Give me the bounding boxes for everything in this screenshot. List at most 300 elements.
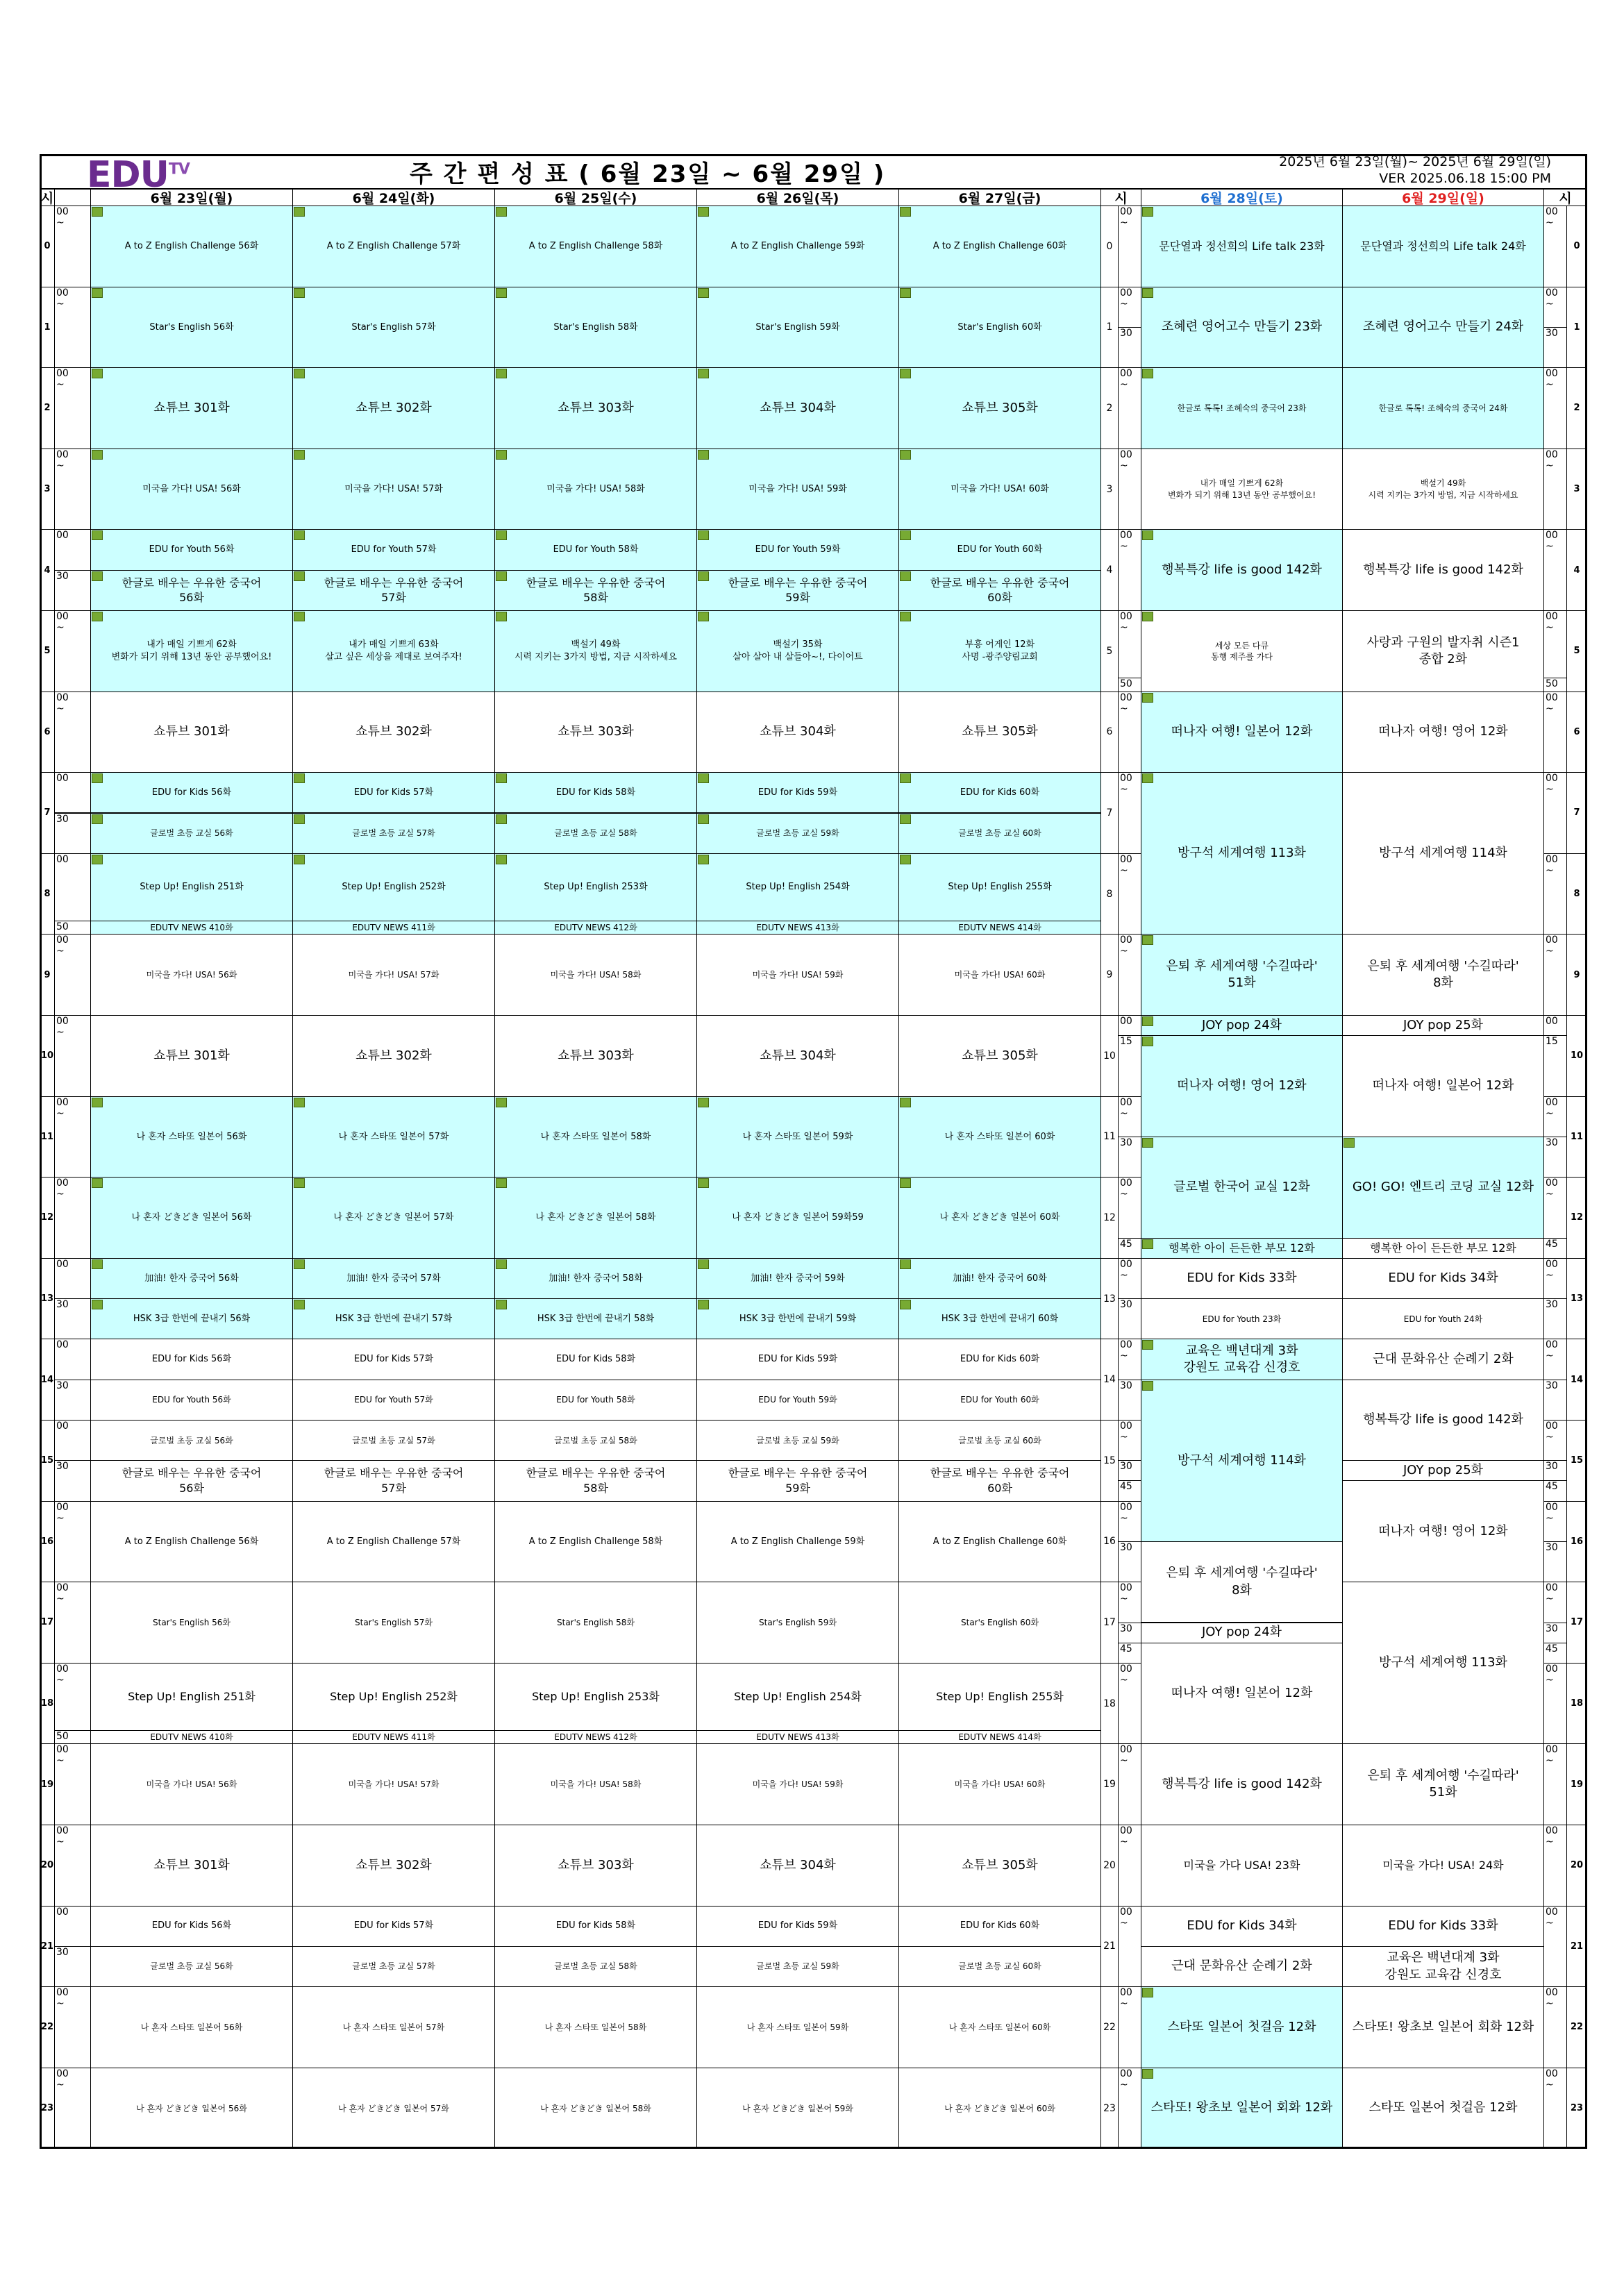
program-title: 행복특강 life is good 142화 <box>1363 1412 1523 1427</box>
weekend-time-mark-right <box>1546 287 1558 310</box>
program-cell <box>898 1177 1101 1259</box>
program-title: 한글로 배우는 우유한 중국어 56화 <box>122 1466 262 1495</box>
program-title: 쇼튜브 305화 <box>962 400 1038 415</box>
hour-text: 11 <box>1570 1131 1584 1142</box>
hour-col-header-mid <box>1100 189 1141 206</box>
program-marker-icon <box>496 1259 507 1269</box>
program-marker-icon <box>92 612 103 621</box>
hour-label-right <box>1566 934 1587 1016</box>
saturday-program-cell <box>1141 1015 1343 1036</box>
time-text: 00 <box>56 287 69 299</box>
program-title: A to Z English Challenge 60화 <box>932 1536 1067 1547</box>
day-header-text: 6월 26일(목) <box>756 191 839 206</box>
program-cell <box>292 2068 495 2150</box>
program-title: 쇼튜브 301화 <box>153 400 230 415</box>
time-text: 00 <box>1546 1987 1558 1999</box>
program-cell <box>90 692 293 773</box>
program-cell <box>292 1298 495 1339</box>
hour-label-mid <box>1100 529 1119 611</box>
program-cell <box>696 1906 899 1947</box>
hour-label-mid <box>1100 1501 1119 1583</box>
program-title: EDU for Kids 33화 <box>1187 1271 1297 1286</box>
weekend-time-mark-right <box>1546 328 1558 339</box>
hour-label-mid <box>1100 2068 1119 2150</box>
tilde: ~ <box>1546 1917 1554 1929</box>
time-text: 00 <box>56 530 69 542</box>
program-title: 행복특강 life is good 142화 <box>1363 562 1523 578</box>
program-cell <box>292 1906 495 1947</box>
program-cell <box>292 1096 495 1178</box>
program-title: EDU for Youth 59화 <box>758 1395 837 1405</box>
tilde: ~ <box>1546 622 1554 633</box>
hour-label-left <box>40 1258 55 1340</box>
program-cell <box>90 1825 293 1907</box>
saturday-program-cell <box>1141 772 1343 935</box>
tilde: ~ <box>1546 1512 1554 1524</box>
weekend-time-mark-right <box>1546 678 1558 689</box>
hour-text: 17 <box>1103 1616 1116 1628</box>
program-title: 글로벌 초등 교실 59화 <box>756 1961 839 1972</box>
weekday-time-mark <box>56 1339 69 1350</box>
program-title: Star's English 60화 <box>961 1617 1039 1627</box>
program-marker-icon <box>1142 935 1153 945</box>
day-header-text: 6월 25일(수) <box>554 191 637 206</box>
weekend-time-mark-right <box>1546 1178 1558 1200</box>
day-header-1 <box>292 189 495 206</box>
program-title: 글로벌 초등 교실 56화 <box>150 1961 233 1972</box>
weekend-time-mark <box>1120 287 1132 310</box>
program-cell <box>90 813 293 854</box>
hour-col-header <box>40 189 55 206</box>
program-cell <box>90 772 293 813</box>
weekend-time-mark <box>1120 692 1132 714</box>
program-title: A to Z English Challenge 57화 <box>326 1536 461 1547</box>
program-title: Star's English 57화 <box>355 1617 433 1627</box>
program-title: 조혜련 영어고수 만들기 24화 <box>1362 319 1524 335</box>
weekend-time-mark-right <box>1546 1339 1558 1361</box>
program-cell <box>696 1460 899 1501</box>
program-cell <box>898 1946 1101 1987</box>
program-title: A to Z English Challenge 59화 <box>730 241 865 252</box>
time-text: 00 <box>1120 368 1132 380</box>
sunday-program-cell <box>1342 1986 1544 2068</box>
program-title: Star's English 56화 <box>153 1617 231 1627</box>
hour-label-left <box>40 529 55 611</box>
weekend-time-mark-right <box>1546 530 1558 552</box>
program-cell <box>494 1380 697 1421</box>
hour-label-left <box>40 1177 55 1259</box>
hour-text: 15 <box>40 1455 54 1466</box>
program-title: 미국을 가다! USA! 56화 <box>146 970 237 980</box>
tilde: ~ <box>1120 1432 1128 1443</box>
weekend-time-mark-right <box>1546 2068 1558 2090</box>
program-title: 미국을 가다! USA! 24화 <box>1382 1859 1504 1872</box>
weekend-time-mark <box>1120 678 1132 689</box>
program-title: 백설기 35화 살아 살아 내 살들아~!, 다이어트 <box>733 639 863 662</box>
tilde: ~ <box>1546 784 1554 796</box>
program-cell <box>898 772 1101 813</box>
weekend-time-mark <box>1120 1339 1132 1361</box>
program-title: 쇼튜브 303화 <box>558 724 634 739</box>
program-cell <box>898 1501 1101 1583</box>
program-cell <box>898 610 1101 692</box>
time-text: 00 <box>1120 449 1132 460</box>
program-cell <box>292 813 495 854</box>
hour-label-mid <box>1100 1986 1119 2068</box>
tilde: ~ <box>56 1998 65 2010</box>
hour-header-text: 시 <box>1114 191 1128 206</box>
tilde: ~ <box>1546 1350 1554 1362</box>
hour-text: 22 <box>1103 2021 1116 2033</box>
program-cell <box>494 610 697 692</box>
program-marker-icon <box>900 1300 911 1309</box>
weekend-time-mark <box>1120 1643 1132 1654</box>
program-title: 떠나자 여행! 일본어 12화 <box>1372 1078 1514 1093</box>
hour-text: 11 <box>40 1131 54 1142</box>
program-cell <box>494 1743 697 1825</box>
time-text: 30 <box>1120 1541 1132 1553</box>
hour-text: 22 <box>1570 2022 1584 2033</box>
sunday-program-cell <box>1342 367 1544 449</box>
tilde: ~ <box>1546 2079 1554 2090</box>
time-text: 00 <box>56 1016 69 1027</box>
time-text: 30 <box>1546 1137 1558 1148</box>
program-title: EDUTV NEWS 414화 <box>958 1732 1041 1742</box>
program-title: 글로벌 초등 교실 58화 <box>554 1435 637 1446</box>
program-cell <box>696 1946 899 1987</box>
tilde: ~ <box>1546 298 1554 310</box>
weekday-time-mark <box>56 935 69 957</box>
time-text: 00 <box>56 692 69 703</box>
program-marker-icon <box>92 1178 103 1188</box>
weekend-time-mark-right <box>1546 368 1558 390</box>
weekend-time-mark-right <box>1546 1421 1558 1443</box>
program-title: 한글로 배우는 우유한 중국어 57화 <box>324 576 464 605</box>
program-title: Step Up! English 252화 <box>330 1689 458 1703</box>
weekend-time-mark-right <box>1546 1542 1558 1553</box>
weekend-time-mark <box>1120 328 1132 339</box>
program-title: 글로벌 초등 교실 58화 <box>554 828 637 839</box>
weekend-time-mark-right <box>1546 854 1558 876</box>
sunday-program-cell <box>1342 1743 1544 1825</box>
time-text: 00 <box>56 1663 69 1675</box>
weekend-time-cell <box>1118 1015 1141 1097</box>
tilde: ~ <box>56 1189 65 1200</box>
program-title: EDU for Kids 58화 <box>555 787 636 798</box>
saturday-program-cell <box>1141 1380 1343 1542</box>
hour-text: 4 <box>1573 564 1580 576</box>
hour-text: 6 <box>1106 726 1113 738</box>
weekday-time-mark <box>56 571 69 582</box>
program-marker-icon <box>496 369 507 378</box>
hour-text: 16 <box>40 1536 54 1547</box>
program-title: A to Z English Challenge 58화 <box>528 241 663 252</box>
program-title: Step Up! English 254화 <box>746 881 850 892</box>
time-text: 00 <box>56 1744 69 1756</box>
hour-text: 19 <box>1103 1779 1116 1791</box>
time-text: 00 <box>1546 1096 1558 1108</box>
program-marker-icon <box>92 1098 103 1107</box>
time-text: 30 <box>1546 1623 1558 1634</box>
hour-label-mid <box>1100 1663 1119 1745</box>
program-title: 쇼튜브 305화 <box>962 1048 1038 1063</box>
program-marker-icon <box>294 773 305 783</box>
program-title: Star's English 57화 <box>351 321 436 333</box>
time-text: 00 <box>1546 368 1558 380</box>
weekday-time-mark <box>56 1907 69 1918</box>
program-title: Step Up! English 253화 <box>532 1689 660 1703</box>
program-cell <box>696 1825 899 1907</box>
program-cell <box>898 1730 1101 1745</box>
hour-label-left <box>40 1582 55 1664</box>
program-title: 글로벌 초등 교실 57화 <box>352 1961 435 1972</box>
hour-text: 11 <box>1103 1131 1116 1143</box>
hour-text: 1 <box>44 321 51 333</box>
program-marker-icon <box>1142 612 1153 621</box>
saturday-program-cell <box>1141 692 1343 773</box>
hour-label-left <box>40 206 55 287</box>
program-title: 사랑과 구원의 발자취 시즌1 종합 2화 <box>1366 635 1520 667</box>
program-cell <box>696 570 899 611</box>
tilde: ~ <box>56 946 65 957</box>
time-text: 00 <box>1546 2068 1558 2079</box>
weekend-time-mark-right <box>1546 449 1558 471</box>
tilde: ~ <box>1120 460 1128 471</box>
program-title: 한글로 배우는 우유한 중국어 58화 <box>526 1466 666 1495</box>
program-cell <box>696 1380 899 1421</box>
saturday-program-cell <box>1141 934 1343 1016</box>
program-title: EDU for Kids 33화 <box>1388 1918 1498 1934</box>
saturday-program-cell <box>1141 1946 1343 1987</box>
program-title: EDU for Kids 57화 <box>353 1354 434 1365</box>
program-cell <box>90 1258 293 1299</box>
program-cell <box>292 1460 495 1501</box>
program-cell <box>90 287 293 369</box>
hour-label-left <box>40 1906 55 1988</box>
weekend-time-mark <box>1120 1987 1132 2009</box>
program-cell <box>292 1986 495 2068</box>
tilde: ~ <box>1120 298 1128 310</box>
program-title: 떠나자 여행! 일본어 12화 <box>1171 724 1313 739</box>
program-title: 내가 매일 기쁘게 62화 변화가 되기 위해 13년 동안 공부했어요! <box>111 639 272 662</box>
tilde: ~ <box>1120 1755 1128 1767</box>
program-title: EDU for Kids 56화 <box>151 787 232 798</box>
hour-label-right <box>1566 529 1587 611</box>
weekend-time-mark <box>1120 1623 1132 1634</box>
program-title: 쇼튜브 302화 <box>355 724 432 739</box>
time-text: 00 <box>1546 1906 1558 1918</box>
program-cell <box>90 1743 293 1825</box>
weekday-time-mark <box>56 1259 69 1270</box>
program-title: 미국을 가다! USA! 56화 <box>146 1779 237 1790</box>
time-text: 30 <box>1120 1623 1132 1634</box>
sunday-program-cell <box>1342 692 1544 773</box>
time-text: 45 <box>1120 1643 1132 1654</box>
program-cell <box>898 1663 1101 1731</box>
time-text: 30 <box>56 570 69 582</box>
weekend-time-mark <box>1120 449 1132 471</box>
hour-label-mid <box>1100 1906 1119 1988</box>
weekend-time-mark <box>1120 1380 1132 1391</box>
program-marker-icon <box>900 814 911 824</box>
weekday-time-mark <box>56 2068 69 2090</box>
program-title: EDUTV NEWS 413화 <box>756 1732 839 1742</box>
program-title: 미국을 가다! USA! 58화 <box>550 970 642 980</box>
program-marker-icon <box>496 855 507 864</box>
program-marker-icon <box>92 814 103 824</box>
program-cell <box>292 1730 495 1745</box>
program-title: 나 혼자 どきどき 일본어 57화 <box>333 1212 454 1223</box>
program-title: EDUTV NEWS 411화 <box>352 922 435 932</box>
hour-text: 10 <box>40 1050 54 1062</box>
program-title: JOY pop 24화 <box>1201 1017 1282 1032</box>
program-title: Step Up! English 254화 <box>734 1689 862 1703</box>
program-marker-icon <box>900 1178 911 1188</box>
time-text: 00 <box>1120 1258 1132 1270</box>
program-title: 글로벌 초등 교실 60화 <box>958 1435 1041 1446</box>
day-header-3 <box>696 189 899 206</box>
program-cell <box>494 1258 697 1299</box>
program-cell <box>696 1096 899 1178</box>
weekend-time-mark <box>1120 1239 1132 1250</box>
program-marker-icon <box>92 855 103 864</box>
program-marker-icon <box>900 530 911 540</box>
tilde: ~ <box>1120 784 1128 796</box>
program-marker-icon <box>900 450 911 460</box>
program-cell <box>696 610 899 692</box>
tilde: ~ <box>1546 1189 1554 1200</box>
program-marker-icon <box>92 288 103 298</box>
program-marker-icon <box>294 288 305 298</box>
hour-label-left <box>40 2068 55 2150</box>
tilde: ~ <box>1120 1917 1128 1929</box>
program-title: 쇼튜브 303화 <box>558 400 634 415</box>
program-cell <box>898 287 1101 369</box>
weekday-time-mark <box>56 1825 69 1847</box>
time-text: 00 <box>1546 611 1558 622</box>
program-cell <box>494 853 697 921</box>
time-text: 00 <box>56 2068 69 2079</box>
hour-text: 14 <box>40 1374 54 1385</box>
weekend-time-mark <box>1120 1097 1132 1119</box>
weekend-time-mark <box>1120 1016 1132 1027</box>
program-cell <box>90 367 293 449</box>
time-text: 00 <box>1546 206 1558 217</box>
time-text: 00 <box>1120 1178 1132 1189</box>
saturday-program-cell <box>1141 1906 1343 1947</box>
program-title: EDU for Kids 59화 <box>757 1920 838 1932</box>
program-title: 한글로 배우는 우유한 중국어 59화 <box>728 576 868 605</box>
program-marker-icon <box>92 1259 103 1269</box>
weekday-time-mark <box>56 368 69 390</box>
logo-text: EDU <box>87 154 169 196</box>
program-title: Step Up! English 252화 <box>342 881 446 892</box>
weekend-time-mark-right <box>1546 1502 1558 1524</box>
program-cell <box>90 1501 293 1583</box>
weekend-time-mark-right <box>1546 1623 1558 1634</box>
hour-header-text: 시 <box>40 191 54 206</box>
program-marker-icon <box>900 1098 911 1107</box>
program-title: EDU for Youth 56화 <box>149 544 235 555</box>
time-text: 30 <box>56 813 69 825</box>
program-cell <box>292 1825 495 1907</box>
program-marker-icon <box>1142 1239 1153 1249</box>
program-cell <box>898 1339 1101 1380</box>
sunday-program-cell <box>1342 934 1544 1016</box>
day-header-2 <box>494 189 697 206</box>
time-text: 00 <box>56 611 69 622</box>
program-cell <box>696 853 899 921</box>
time-text: 00 <box>56 1421 69 1432</box>
program-cell <box>696 813 899 854</box>
program-cell <box>696 529 899 570</box>
weekday-time-mark <box>56 611 69 633</box>
program-cell <box>898 692 1101 773</box>
weekend-time-mark <box>1120 1502 1132 1524</box>
program-title: EDU for Youth 60화 <box>957 544 1043 555</box>
weekday-time-mark <box>56 854 69 865</box>
program-cell <box>696 1015 899 1097</box>
program-title: HSK 3급 한번에 끝내기 59화 <box>739 1313 857 1324</box>
program-marker-icon <box>1142 1138 1153 1148</box>
program-title: 나 혼자 스타또 일본어 58화 <box>540 1131 651 1142</box>
time-text: 00 <box>56 1825 69 1836</box>
program-title: 미국을 가다! USA! 60화 <box>954 970 1046 980</box>
tilde: ~ <box>1120 946 1128 957</box>
weekend-time-mark <box>1120 1299 1132 1310</box>
saturday-program-cell <box>1141 1238 1343 1259</box>
weekend-time-mark <box>1120 1036 1132 1047</box>
program-title: 내가 매일 기쁘게 63화 살고 싶은 세상을 제대로 보여주자! <box>325 639 462 662</box>
program-title: 미국을 가다! USA! 58화 <box>550 1779 642 1790</box>
program-title: 加油! 한자 중국어 56화 <box>144 1273 239 1284</box>
program-cell <box>90 934 293 1016</box>
program-title: 쇼튜브 302화 <box>355 400 432 415</box>
hour-text: 23 <box>40 2103 54 2114</box>
program-cell <box>90 529 293 570</box>
tilde: ~ <box>1120 1107 1128 1119</box>
time-text: 30 <box>1546 1461 1558 1473</box>
sunday-program-cell <box>1342 287 1544 369</box>
program-title: 백설기 49화 시력 지키는 3가지 방법, 지금 시작하세요 <box>1368 478 1518 500</box>
program-title: 나 혼자 스타또 일본어 59화 <box>746 2022 849 2032</box>
program-cell <box>90 1298 293 1339</box>
day-header-0 <box>90 189 293 206</box>
program-cell <box>292 1946 495 1987</box>
day-header-6 <box>1342 189 1544 206</box>
program-title: 쇼튜브 304화 <box>760 1857 836 1872</box>
program-cell <box>90 570 293 611</box>
program-cell <box>898 1986 1101 2068</box>
program-marker-icon <box>92 369 103 378</box>
program-title: EDU for Kids 56화 <box>151 1920 232 1932</box>
hour-label-left <box>40 934 55 1016</box>
program-marker-icon <box>294 369 305 378</box>
hour-text: 22 <box>40 2022 54 2033</box>
time-text: 00 <box>1120 935 1132 946</box>
program-title: HSK 3급 한번에 끝내기 58화 <box>537 1313 655 1324</box>
program-title: EDU for Youth 56화 <box>152 1395 231 1405</box>
program-title: 한글로 배우는 우유한 중국어 60화 <box>930 576 1070 605</box>
program-title: EDUTV NEWS 410화 <box>150 922 233 932</box>
hour-text: 1 <box>1573 321 1580 333</box>
hour-text: 20 <box>40 1860 54 1871</box>
weekend-time-mark <box>1120 1907 1132 1929</box>
program-title: 글로벌 초등 교실 59화 <box>756 828 839 839</box>
tilde: ~ <box>1120 541 1128 553</box>
program-title: EDU for Kids 58화 <box>555 1354 636 1365</box>
program-cell <box>90 206 293 287</box>
